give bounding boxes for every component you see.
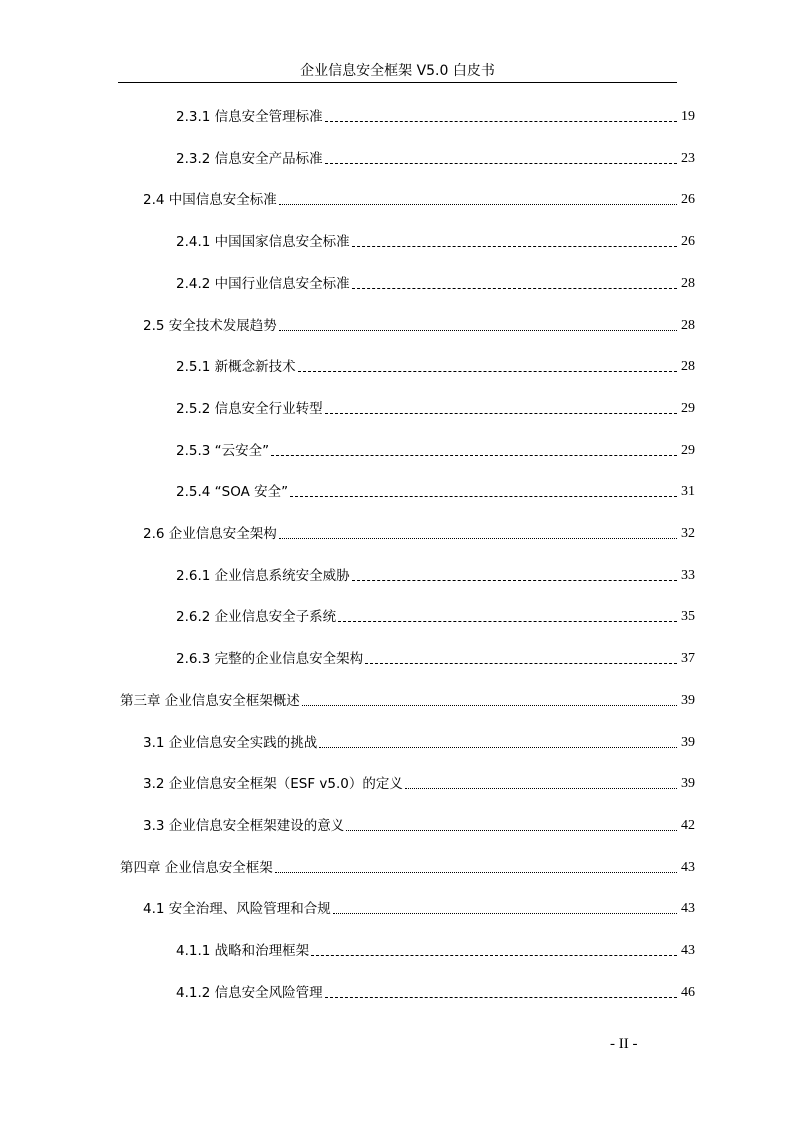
- toc-leader: [352, 246, 677, 247]
- toc-entry-label: 2.4.2 中国行业信息安全标准: [176, 276, 350, 292]
- toc-leader: [311, 955, 677, 956]
- toc-leader: [290, 496, 677, 497]
- toc-entry[interactable]: [176, 357, 695, 377]
- toc-leader: [325, 413, 677, 414]
- toc-entry-label: 第三章 企业信息安全框架概述: [120, 693, 300, 709]
- toc-leader: [405, 788, 677, 789]
- toc-entry-page: 42: [681, 818, 695, 833]
- toc-entry-page: 43: [681, 860, 695, 875]
- toc-entry-label: 2.3.1 信息安全管理标准: [176, 109, 323, 125]
- toc-entry-page: 28: [681, 359, 695, 374]
- toc-leader: [271, 455, 677, 456]
- toc-entry-label: 4.1.1 战略和治理框架: [176, 943, 310, 959]
- toc-entry-page: 26: [681, 192, 695, 207]
- toc-entry-label: 2.6.3 完整的企业信息安全架构: [176, 651, 364, 667]
- toc-leader: [298, 371, 677, 372]
- toc-entry-label: 4.1 安全治理、风险管理和合规: [143, 901, 331, 917]
- toc-leader: [352, 580, 677, 581]
- toc-entry-page: 29: [681, 401, 695, 416]
- toc-entry[interactable]: [120, 691, 695, 711]
- page-number: - II -: [610, 1036, 638, 1052]
- toc-entry-page: 28: [681, 318, 695, 333]
- toc-entry[interactable]: [143, 733, 695, 753]
- toc-entry[interactable]: [176, 983, 695, 1003]
- toc-entry[interactable]: [143, 774, 695, 794]
- toc-entry-page: 39: [681, 776, 695, 791]
- toc-leader: [346, 830, 677, 831]
- toc-entry[interactable]: [176, 482, 695, 502]
- toc-leader: [365, 663, 677, 664]
- toc-leader: [302, 705, 677, 706]
- header-divider: [118, 82, 677, 83]
- toc-entry-label: 2.4 中国信息安全标准: [143, 192, 277, 208]
- toc-entry[interactable]: [176, 941, 695, 961]
- toc-entry-page: 33: [681, 568, 695, 583]
- toc-entry[interactable]: [176, 107, 695, 127]
- toc-entry-page: 43: [681, 901, 695, 916]
- toc-leader: [325, 163, 677, 164]
- toc-entry[interactable]: [120, 858, 695, 878]
- toc-entry[interactable]: [143, 899, 695, 919]
- toc-leader: [279, 538, 677, 539]
- toc-entry[interactable]: [143, 190, 695, 210]
- toc-leader: [279, 330, 677, 331]
- toc-entry[interactable]: [143, 524, 695, 544]
- toc-entry-page: 31: [681, 484, 695, 499]
- toc-entry-page: 35: [681, 609, 695, 624]
- toc-entry-label: 3.3 企业信息安全框架建设的意义: [143, 818, 345, 834]
- toc-entry-label: 2.3.2 信息安全产品标准: [176, 151, 323, 167]
- toc-entry-page: 46: [681, 985, 695, 1000]
- toc-entry-page: 19: [681, 109, 695, 124]
- toc-entry-label: 2.5.2 信息安全行业转型: [176, 401, 323, 417]
- toc-entry-label: 2.5.4 “SOA 安全”: [176, 484, 289, 500]
- page-header-title: 企业信息安全框架 V5.0 白皮书: [300, 63, 495, 79]
- toc-leader: [275, 872, 677, 873]
- toc-entry-page: 39: [681, 693, 695, 708]
- toc-entry[interactable]: [176, 649, 695, 669]
- toc-entry-label: 3.1 企业信息安全实践的挑战: [143, 735, 318, 751]
- toc-entry-page: 28: [681, 276, 695, 291]
- toc-entry-label: 3.2 企业信息安全框架（ESF v5.0）的定义: [143, 776, 403, 792]
- toc-entry-label: 2.6.1 企业信息系统安全威胁: [176, 568, 350, 584]
- toc-entry[interactable]: [143, 316, 695, 336]
- toc-entry[interactable]: [176, 607, 695, 627]
- toc-entry-label: 2.6 企业信息安全架构: [143, 526, 277, 542]
- toc-entry-label: 2.4.1 中国国家信息安全标准: [176, 234, 350, 250]
- toc-entry[interactable]: [176, 232, 695, 252]
- toc-entry-label: 2.5.3 “云安全”: [176, 443, 270, 459]
- toc-entry-page: 39: [681, 735, 695, 750]
- toc-entry-page: 32: [681, 526, 695, 541]
- toc-entry-label: 4.1.2 信息安全风险管理: [176, 985, 323, 1001]
- toc-entry-page: 23: [681, 151, 695, 166]
- toc-leader: [325, 997, 677, 998]
- toc-entry-page: 26: [681, 234, 695, 249]
- toc-entry[interactable]: [176, 399, 695, 419]
- toc-leader: [338, 621, 677, 622]
- toc-entry[interactable]: [176, 274, 695, 294]
- toc-entry-label: 第四章 企业信息安全框架: [120, 860, 273, 876]
- toc-entry-page: 37: [681, 651, 695, 666]
- toc-entry-label: 2.5 安全技术发展趋势: [143, 318, 277, 334]
- toc-leader: [325, 121, 677, 122]
- toc-entry-label: 2.5.1 新概念新技术: [176, 359, 296, 375]
- toc-leader: [319, 747, 677, 748]
- toc-leader: [333, 913, 677, 914]
- toc-entry-page: 43: [681, 943, 695, 958]
- toc-leader: [352, 288, 677, 289]
- toc-entry-page: 29: [681, 443, 695, 458]
- toc-entry[interactable]: [143, 816, 695, 836]
- toc-entry[interactable]: [176, 566, 695, 586]
- toc-entry[interactable]: [176, 149, 695, 169]
- toc-entry-label: 2.6.2 企业信息安全子系统: [176, 609, 337, 625]
- toc-leader: [279, 204, 677, 205]
- toc-entry[interactable]: [176, 441, 695, 461]
